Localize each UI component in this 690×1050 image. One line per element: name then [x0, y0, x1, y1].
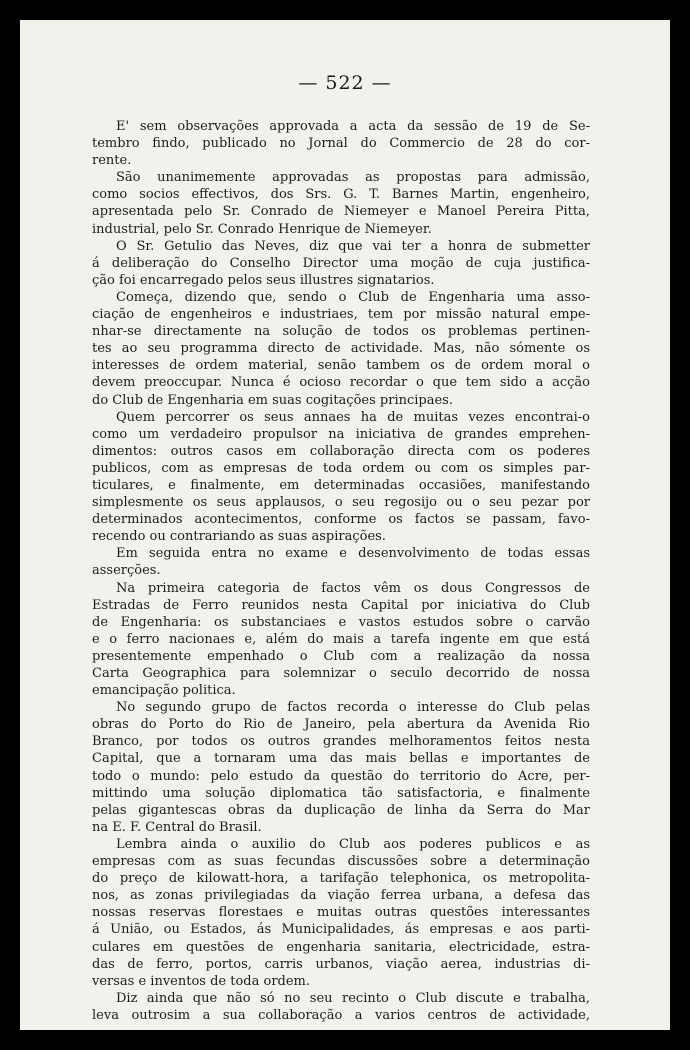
text-line: Branco, por todos os outros grandes melhoramentos feitos nesta — [92, 734, 590, 750]
text-line: O Sr. Getulio das Neves, diz que vai ter a honra de submetter — [116, 238, 590, 254]
text-line: como socios effectivos, dos Srs. G. T. Barnes Martin, engenheiro, — [92, 187, 590, 203]
text-line: do preço de kilowatt-hora, a tarifação telephonica, os metropolita- — [92, 871, 590, 887]
text-line: leva outrosim a sua collaboração a varios centros de actividade, — [92, 1007, 590, 1023]
text-line: á deliberação do Conselho Director uma moção de cuja justifica- — [92, 255, 590, 271]
text-line: de Engenharia: os substanciaes e vastos estudos sobre o carvão — [92, 614, 590, 630]
text-line: publicos, com as empresas de toda ordem ou com os simples par- — [92, 460, 590, 476]
text-line: ção foi encarregado pelos seus illustres signatarios. — [92, 272, 435, 288]
text-line: Em seguida entra no exame e desenvolvimento de todas essas — [116, 546, 590, 562]
text-line: No segundo grupo de factos recorda o interesse do Club pelas — [116, 700, 590, 716]
page-number: — 522 — — [298, 72, 392, 94]
text-line: pelas gigantescas obras da duplicação de linha da Serra do Mar — [92, 802, 590, 818]
text-line: das de ferro, portos, carris urbanos, viação aerea, industrias di- — [92, 956, 590, 972]
text-line: Quem percorrer os seus annaes ha de muitas vezes encontrai-o — [116, 409, 590, 425]
text-line: nhar-se directamente na solução de todos os problemas pertinen- — [92, 324, 590, 340]
text-line: asserções. — [92, 563, 161, 579]
text-line: dimentos: outros casos em collaboração directa com os poderes — [92, 443, 590, 459]
text-line: todo o mundo: pelo estudo da questão do territorio do Acre, per- — [92, 768, 590, 784]
text-line: devem preoccupar. Nunca é ocioso recordar o que tem sido a acção — [92, 375, 590, 391]
text-line: simplesmente os seus applausos, o seu regosijo ou o seu pezar por — [92, 495, 590, 511]
text-line: presentemente empenhado o Club com a realização da nossa — [92, 648, 590, 664]
text-line: nos, as zonas privilegiadas da viação ferrea urbana, a defesa das — [92, 888, 590, 904]
text-line: tes ao seu programma directo de actividade. Mas, não sómente os — [92, 341, 590, 357]
text-line: empresas com as suas fecundas discussões sobre a determinação — [92, 854, 590, 870]
text-line: na E. F. Central do Brasil. — [92, 819, 262, 835]
document-page — [20, 20, 670, 1030]
text-line: como um verdadeiro propulsor na iniciativa de grandes emprehen- — [92, 426, 590, 442]
text-line: e o ferro nacionaes e, além do mais a tarefa ingente em que está — [92, 631, 590, 647]
text-line: E' sem observações approvada a acta da sessão de 19 de Se- — [116, 119, 590, 134]
text-line: interesses de ordem material, senão tambem os de ordem moral o — [92, 358, 590, 374]
text-line: São unanimemente approvadas as propostas para admissão, — [116, 170, 590, 186]
text-line: Estradas de Ferro reunidos nesta Capital por iniciativa do Club — [92, 597, 590, 613]
text-line: Começa, dizendo que, sendo o Club de Engenharia uma asso- — [116, 289, 590, 305]
text-line: apresentada pelo Sr. Conrado de Niemeyer e Manoel Pereira Pitta, — [92, 204, 590, 220]
minutes-text — [92, 118, 590, 1024]
text-line: nossas reservas florestaes e muitas outras questões interessantes — [92, 905, 590, 921]
text-line: Capital, que a tornaram uma das mais bellas e importantes de — [92, 751, 590, 767]
text-line: versas e inventos de toda ordem. — [92, 973, 311, 989]
text-line: culares em questões de engenharia sanitaria, electricidade, estra- — [92, 939, 590, 955]
text-line: rente. — [92, 153, 132, 169]
text-line: industrial, pelo Sr. Conrado Henrique de Niemeyer. — [92, 221, 432, 237]
text-line: determinados acontecimentos, conforme os factos se passam, favo- — [92, 512, 590, 528]
text-line: Lembra ainda o auxilio do Club aos poderes publicos e as — [116, 836, 590, 852]
text-line: ciação de engenheiros e industriaes, tem por missão natural empe- — [92, 307, 590, 323]
text-line: obras do Porto do Rio de Janeiro, pela abertura da Avenida Rio — [92, 717, 590, 733]
text-line: á União, ou Estados, ás Municipalidades, ás empresas e aos parti- — [92, 922, 590, 938]
text-line: emancipação politica. — [92, 683, 236, 699]
text-line: tembro findo, publicado no Jornal do Commercio de 28 do cor- — [92, 136, 590, 152]
text-line: recendo ou contrariando as suas aspirações. — [92, 529, 386, 545]
text-line: Na primeira categoria de factos vêm os dous Congressos de — [116, 580, 590, 596]
text-line: do Club de Engenharia em suas cogitações principaes. — [92, 392, 453, 408]
text-line: ticulares, e finalmente, em determinadas occasiões, manifestando — [92, 477, 590, 493]
text-line: Diz ainda que não só no seu recinto o Club discute e trabalha, — [116, 990, 590, 1006]
text-line: mittindo uma solução diplomatica tão satisfactoria, e finalmente — [92, 785, 590, 801]
text-line: Carta Geographica para solemnizar o seculo decorrido de nossa — [92, 666, 590, 681]
